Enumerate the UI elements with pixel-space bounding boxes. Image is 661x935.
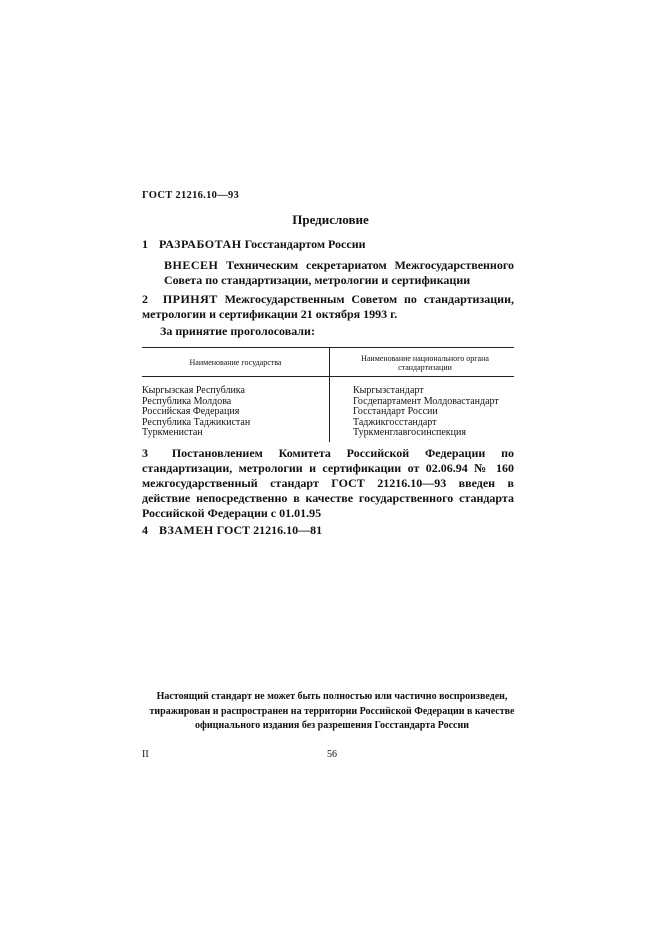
item-keyword: ПРИНЯТ	[162, 292, 218, 306]
item-number: 4	[142, 523, 148, 537]
item-1	[142, 237, 514, 252]
item-3	[142, 446, 514, 521]
vote-heading: За принятие проголосовали:	[160, 324, 315, 338]
item-text: Межгосударственным Советом по стандартизации, метрологии и сертификации 21 октября 1993 г.	[142, 292, 514, 321]
item-text: Госстандартом России	[244, 237, 366, 251]
notice-line: Настоящий стандарт не может быть полностью или частично воспроизведен,	[156, 691, 508, 702]
table-cell-state: Туркменистан	[142, 427, 203, 438]
item-4	[142, 523, 514, 538]
item-text: Постановлением Комитета Российской Федерации по стандартизации, метрологии и сертификации от 02.06.94 № 160 межгосударственный стандарт ГОСТ 21216.10—93 введен в действие непосредственно в качестве государственного стандарта Российской Федерации с 01.01.95	[142, 446, 514, 520]
page-number: 56	[327, 749, 337, 760]
notice-line: тиражирован и распространен на территории Российской Федерации в качестве	[149, 705, 515, 717]
item-keyword: ВЗАМЕН	[159, 523, 214, 537]
table-header-rule	[142, 376, 514, 377]
section-title: Предисловие	[292, 212, 369, 227]
table-cell-org: Госдепартамент Молдовастандарт	[353, 395, 499, 407]
notice-line: официального издания без разрешения Госстандарта России	[195, 720, 469, 731]
table-cell-state: Республика Молдова	[142, 395, 232, 407]
item-text: ГОСТ 21216.10—81	[216, 523, 323, 537]
table-col1-header: Наименование государства	[189, 358, 282, 367]
table-top-rule	[142, 347, 514, 348]
item-keyword: РАЗРАБОТАН	[159, 237, 242, 251]
table-cell-org: Госстандарт России	[353, 406, 438, 417]
item-number: 3	[142, 446, 148, 460]
copyright-notice	[142, 690, 522, 734]
item-number: 1	[142, 237, 148, 251]
table-column-divider	[329, 347, 330, 442]
table-cell-org: Туркменглавгосинспекция	[353, 427, 466, 438]
item-keyword: ВНЕСЕН	[164, 258, 219, 272]
item-2	[142, 292, 514, 322]
table-cell-state: Республика Таджикистан	[142, 416, 251, 428]
table-cell-state: Кыргызская Республика	[142, 385, 245, 396]
table-col2-values	[353, 386, 518, 439]
item-number: 2	[142, 292, 148, 306]
table-col1-values	[142, 386, 327, 439]
table-cell-org: Таджикгосстандарт	[353, 416, 437, 428]
item-1b	[142, 258, 514, 288]
item-text: Техническим секретариатом Межгосударственного Совета по стандартизации, метрологии и сертификации	[164, 258, 514, 287]
document-header: ГОСТ 21216.10—93	[142, 190, 240, 201]
roman-page-number: II	[142, 749, 149, 760]
table-cell-org: Кыргызстандарт	[353, 385, 424, 396]
table-col2-header: Наименование национального органа стандартизации	[361, 354, 489, 372]
table-cell-state: Российская Федерация	[142, 406, 240, 417]
